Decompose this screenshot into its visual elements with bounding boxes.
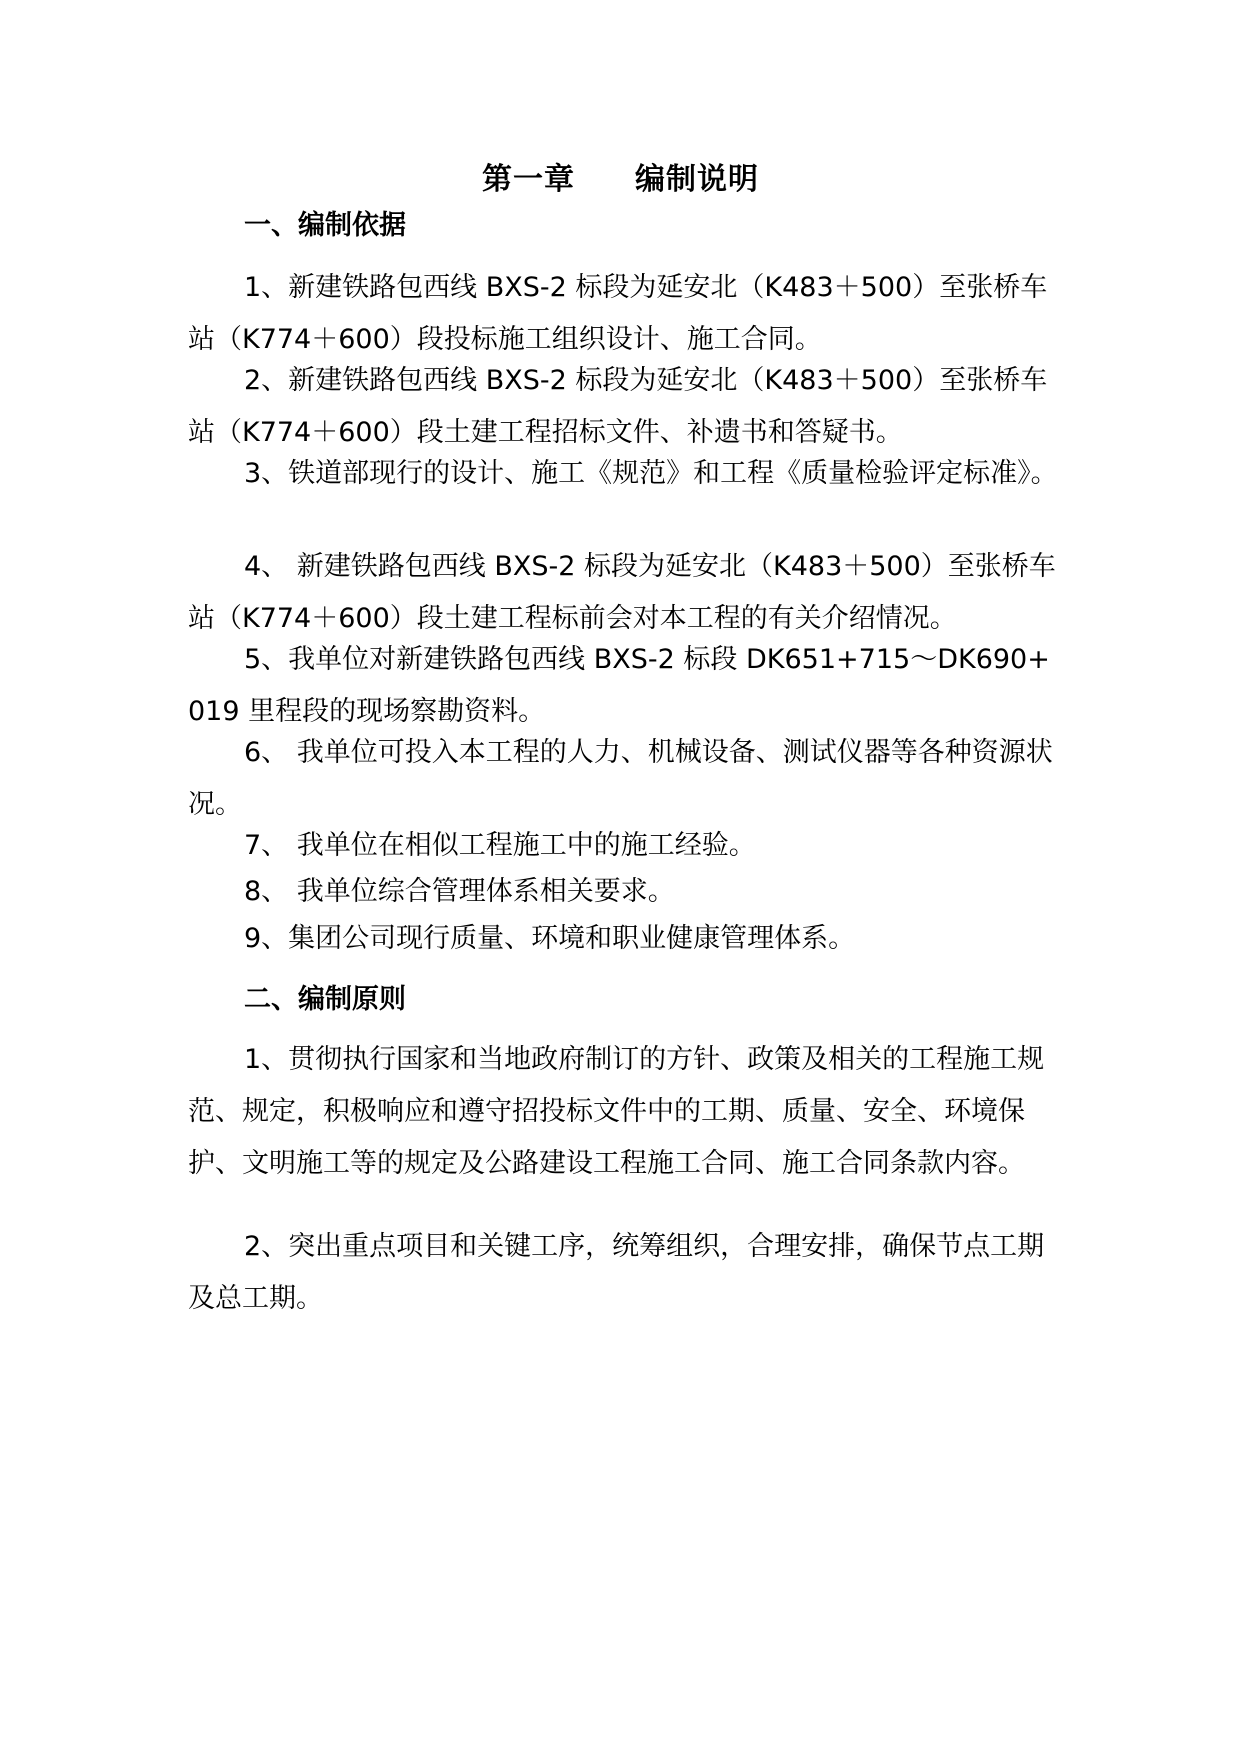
basis-item-7: 7、 我单位在相似工程施工中的施工经验。	[244, 830, 756, 861]
basis-item-4: 4、 新建铁路包西线 BXS-2 标段为延安北（K483＋500）至张桥车站（K774＋600）段土建工程标前会对本工程的有关介绍情况。	[188, 551, 1056, 634]
basis-item-9: 9、集团公司现行质量、环境和职业健康管理体系。	[244, 923, 856, 954]
chapter-title	[0, 160, 1241, 200]
basis-item-1: 1、新建铁路包西线 BXS-2 标段为延安北（K483＋500）至张桥车站（K774＋600）段投标施工组织设计、施工合同。	[188, 272, 1048, 355]
section-heading-basis: 一、编制依据	[244, 210, 406, 241]
principle-item-1: 1、贯彻执行国家和当地政府制订的方针、政策及相关的工程施工规范、规定，积极响应和遵守招投标文件中的工期、质量、安全、环境保护、文明施工等的规定及公路建设工程施工合同、施工合同条款内容。	[188, 1044, 1045, 1179]
basis-item-5: 5、我单位对新建铁路包西线 BXS-2 标段 DK651+715～DK690+019 里程段的现场察勘资料。	[188, 644, 1050, 727]
chapter-title-text: 编制说明	[635, 162, 759, 197]
section-heading-principles: 二、编制原则	[244, 984, 406, 1015]
basis-item-3: 3、铁道部现行的设计、施工《规范》和工程《质量检验评定标准》。	[244, 458, 1058, 489]
principle-item-2: 2、突出重点项目和关键工序，统筹组织，合理安排，确保节点工期及总工期。	[188, 1231, 1045, 1314]
basis-item-6: 6、 我单位可投入本工程的人力、机械设备、测试仪器等各种资源状况。	[188, 737, 1053, 820]
chapter-number: 第一章	[482, 162, 575, 197]
basis-item-8: 8、 我单位综合管理体系相关要求。	[244, 876, 675, 907]
basis-item-2: 2、新建铁路包西线 BXS-2 标段为延安北（K483＋500）至张桥车站（K774＋600）段土建工程招标文件、补遗书和答疑书。	[188, 365, 1048, 448]
